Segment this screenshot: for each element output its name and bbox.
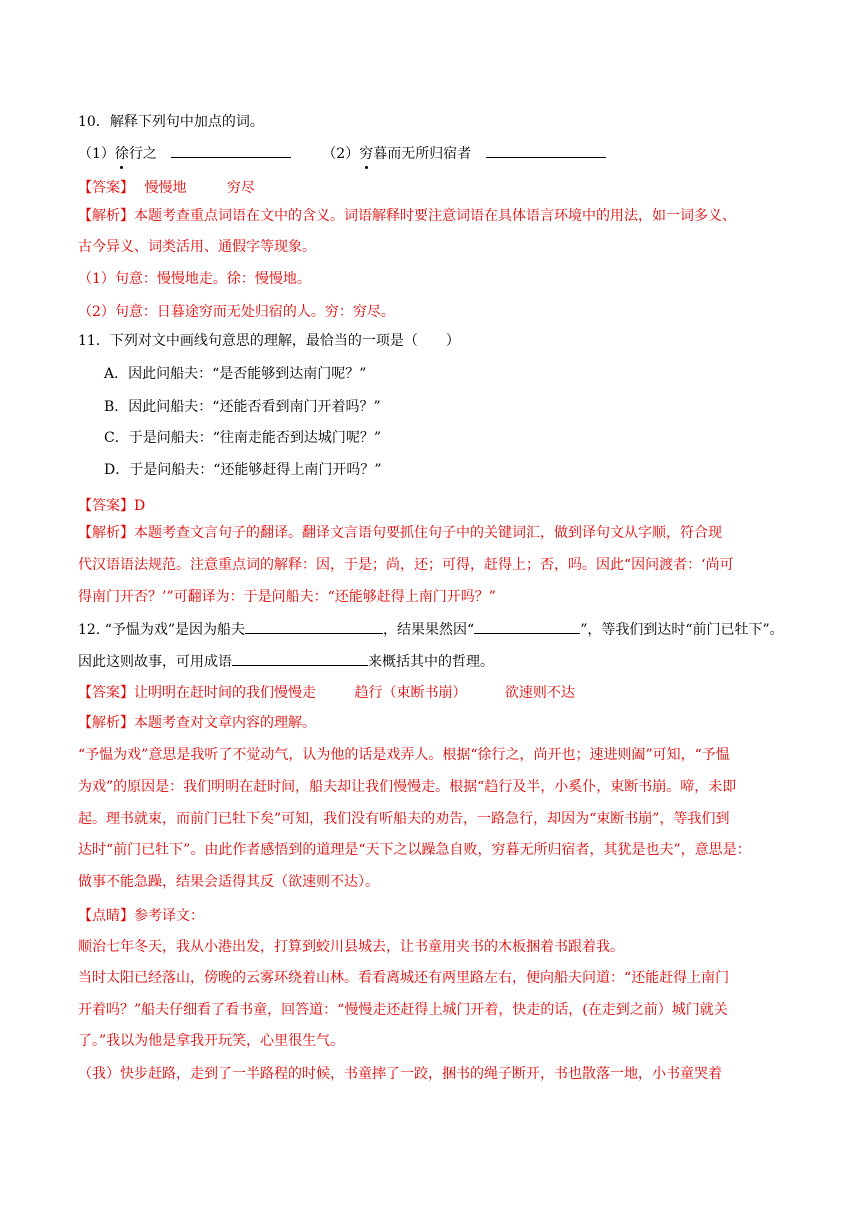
q12-analysis-line-3: 起。理书就束，而前门已牡下矣”可知，我们没有听船夫的劝告，一路急行，却因为“束断书崩”，等我们到 [78, 811, 730, 827]
translation-line-1: 顺治七年冬天，我从小港出发，打算到蛟川县城去，让书童用夹书的木板捆着书跟着我。 [78, 939, 624, 955]
q10-item1-prefix: （1） [78, 146, 115, 162]
q12-stem-d: 因此这则故事，可用成语 [78, 654, 232, 670]
q10-analysis-line-4: （2）句意：日暮途穷而无处归宿的人。穷：穷尽。 [78, 304, 395, 320]
q12-stem-b: ，结果果然因“ [383, 622, 475, 638]
analysis-tag: 【解析】 [78, 208, 134, 224]
q10-answer [78, 178, 255, 198]
q12-stem-line-2 [78, 651, 494, 672]
q11-option-b[interactable]: B．因此问船夫：“还能否看到南门开着吗？” [104, 399, 381, 415]
answer-tag: 【答案】 [78, 498, 134, 514]
q12-stem-line-1 [78, 619, 784, 640]
translation-line-4: 了。”我以为他是拿我开玩笑，心里很生气。 [78, 1033, 345, 1049]
q10-analysis-line-3: （1）句意：慢慢地走。徐：慢慢地。 [78, 271, 311, 287]
answer-tag: 【答案】 [78, 180, 134, 196]
q12-analysis-line-1: “予愠为戏”意思是我听了不觉动气，认为他的话是戏弄人。根据“徐行之，尚开也；速进则阖”可知，“予愠 [78, 747, 730, 763]
analysis-tag: 【解析】 [78, 525, 134, 541]
q12-analysis-line-5: 做事不能急躁，结果会适得其反（欲速则不达）。 [78, 874, 379, 890]
q10-item1-rest: 行之 [128, 146, 157, 162]
q11-analysis-line-1 [78, 523, 722, 543]
q12-analysis-line-2: 为戏”的原因是：我们明明在赶时间，船夫却让我们慢慢走。根据“趋行及半，小奚仆，束断书崩。啼，未即 [78, 779, 737, 795]
q10-item2-rest: 暮而无所归宿者 [373, 146, 472, 162]
q10-answer-2: 穷尽 [226, 180, 255, 196]
analysis-tag: 【解析】 [78, 715, 134, 731]
translation-line-2: 当时太阳已经落山，傍晚的云雾环绕着山林。看看离城还有两里路左右，便向船夫问道：“还能赶得上南门 [78, 970, 730, 986]
q12-blank-1[interactable] [245, 619, 383, 634]
q11-analysis-text-1: 本题考查文言句子的翻译。翻译文言语句要抓住句子中的关键词汇，做到译句文从字顺，符合现 [134, 525, 722, 541]
q11-option-d[interactable]: D．于是问船夫：“还能够赶得上南门开吗？” [104, 462, 382, 478]
q10-analysis-line-1 [78, 206, 736, 226]
q12-blank-3[interactable] [232, 651, 368, 666]
answer-tag: 【答案】 [78, 685, 134, 701]
q11-option-a[interactable]: A．因此问船夫：“是否能够到达南门呢？” [104, 366, 367, 382]
q11-stem: 11．下列对文中画线句意思的理解，最恰当的一项是（ ） [78, 333, 460, 349]
translation-line-5: （我）快步赶路，走到了一半路程的时候，书童摔了一跤，捆书的绳子断开，书也散落一地，小书童哭着 [78, 1066, 722, 1082]
q12-answer [78, 683, 575, 703]
q10-analysis-line-2: 古今异义、词类活用、通假字等现象。 [78, 239, 316, 255]
q12-stem-e: 来概括其中的哲理。 [368, 654, 494, 670]
q11-answer [78, 496, 145, 516]
q10-item1-dotted-word: 徐 [114, 146, 129, 162]
q10-analysis-text-1: 本题考查重点词语在文中的含义。词语解释时要注意词语在具体语言环境中的用法，如一词多义、 [134, 208, 736, 224]
note-title: 参考译文： [134, 908, 204, 924]
q10-items [78, 143, 606, 164]
q11-option-c[interactable]: C．于是问船夫：“往南走能否到达城门呢？” [104, 430, 382, 446]
note-tag: 【点睛】 [78, 908, 134, 924]
q12-analysis-text-0: 本题考查对文章内容的理解。 [134, 715, 316, 731]
note-heading [78, 906, 204, 926]
q10-item2-prefix: （2） [322, 146, 360, 162]
q11-answer-value: D [134, 498, 146, 514]
q10-answer-1: 慢慢地 [144, 180, 187, 196]
q10-item1-blank[interactable] [171, 143, 291, 158]
q11-analysis-line-2: 代汉语语法规范。注意重点词的解释：因，于是；尚，还；可得，赶得上；否，吗。因此“因问渡者：‘尚可 [78, 557, 734, 573]
q12-answer-2: 趋行（束断书崩） [354, 685, 467, 701]
q11-analysis-line-3: 得南门开否？’”可翻译为：于是问船夫：“还能够赶得上南门开吗？” [78, 589, 496, 605]
q10-item2-blank[interactable] [486, 143, 606, 158]
q12-stem-a: 12. “予愠为戏”是因为船夫 [78, 622, 246, 638]
translation-line-3: 开着吗？”船夫仔细看了看书童，回答道：“慢慢走还赶得上城门开着，快走的话，(在走到之前）城门就关 [78, 1002, 728, 1018]
q12-answer-1: 让明明在赶时间的我们慢慢走 [134, 685, 316, 701]
q12-answer-3: 欲速则不达 [504, 685, 575, 701]
q12-stem-c: ”，等我们到达时“前门已牡下”。 [580, 622, 784, 638]
q12-analysis-line-0 [78, 713, 316, 733]
q10-item2-dotted-word: 穷 [359, 146, 374, 162]
q12-blank-2[interactable] [474, 619, 580, 634]
q12-analysis-line-4: 达时“前门已牡下”。由此作者感悟到的道理是“天下之以躁急自败，穷暮无所归宿者，其犹是也夫”，意思是： [78, 842, 751, 858]
q10-stem: 10．解释下列句中加点的词。 [78, 114, 264, 130]
